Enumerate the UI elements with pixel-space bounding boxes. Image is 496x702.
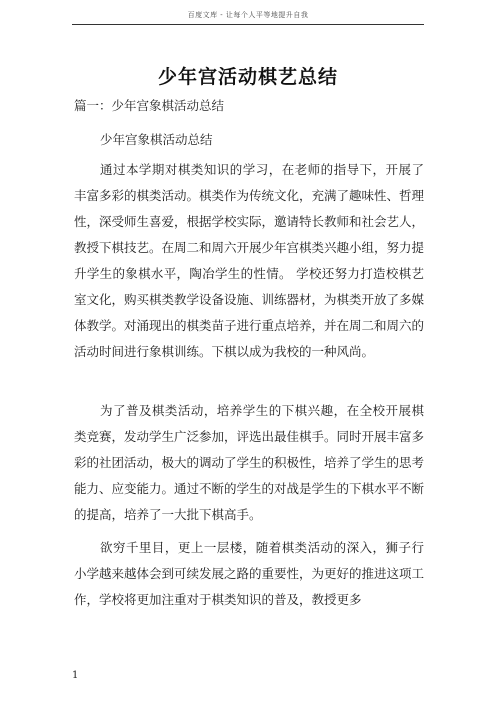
document-title: 少年宫活动棋艺总结 (157, 66, 338, 88)
paragraph: 欲穷千里目，更上一层楼，随着棋类活动的深入，狮子行小学越来越体会到可续发展之路的重要性，为更好的推进这项工作，学校将更加注重对于棋类知识的普及，教授更多 (74, 540, 425, 607)
page-number: 1 (72, 670, 79, 681)
paragraph: 为了普及棋类活动，培养学生的下棋兴趣，在全校开展棋类竞赛，发动学生广泛参加，评选出最佳棋手。同时开展丰富多彩的社团活动，极大的调动了学生的积极性，培养了学生的思考能力、应变能力。通过不断的学生的对战是学生的下棋水平不断的提高，培养了一大批下棋高手。 (74, 403, 425, 522)
paragraph: 通过本学期对棋类知识的学习，在老师的指导下，开展了丰富多彩的棋类活动。棋类作为传统文化，充满了趣味性、哲理性，深受师生喜爱，根据学校实际，邀请特长教师和社会艺人，教授下棋技艺。在周二和周六开展少年宫棋类兴趣小组，努力提升学生的象棋水平，陶冶学生的性情。 学校还努力打造校棋艺室文化，购买棋类教学设备设施、训练器材，为棋类开放了多媒体教学。对涌现出的棋类苗子进行重点培养，并在周二和周六的活动时间进行象棋训练。下棋以成为我校的一种风尚。 (74, 162, 425, 359)
page-header: 百度文库 - 让每个人平等地提升自我 (187, 11, 309, 19)
section-heading: 篇一：少年宫象棋活动总结 (74, 98, 225, 113)
sub-heading: 少年宫象棋活动总结 (100, 132, 213, 147)
header-divider (72, 24, 424, 25)
